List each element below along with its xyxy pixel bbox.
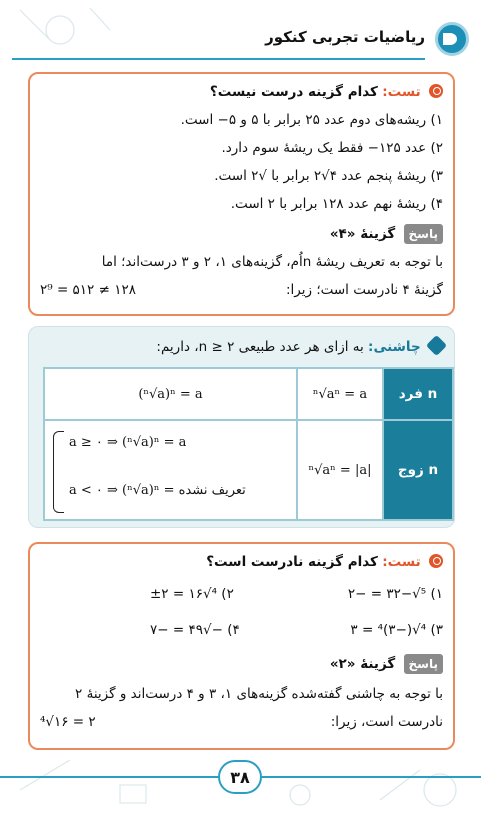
book-logo-icon <box>435 22 469 56</box>
answer-choice: گزینهٔ «۴» <box>329 226 396 242</box>
explanation-math: ⁴√۱۶ = ۲ <box>40 714 96 730</box>
chashni-heading <box>39 337 444 357</box>
question-2-explanation-1: با توجه به چاشنی گفته‌شده گزینه‌های ۱، ۳ و ۴ درست‌اند و گزینهٔ ۲ <box>75 686 443 702</box>
question-1-text: کدام گزینه درست نیست؟ <box>209 84 378 100</box>
odd-formula-1: ⁿ√aⁿ = a <box>297 368 383 420</box>
answer-tag: پاسخ <box>404 654 443 674</box>
question-2-option-2: ۲) ⁴√۱۶ = ±۲ <box>150 586 234 602</box>
odd-label: n فرد <box>383 368 453 420</box>
question-1-explanation-1: با توجه به تعریف ریشهٔ nاُم، گزینه‌های ۱، ۲ و ۳ درست‌اند؛ اما <box>101 254 443 270</box>
question-2-heading <box>40 552 443 572</box>
page-number: ۳۸ <box>218 760 262 794</box>
question-1-label: تست: <box>382 84 421 100</box>
page-header <box>12 18 469 60</box>
chashni-intro: به ازای هر عدد طبیعی n ≥ ۲، داریم: <box>156 339 364 355</box>
question-1-option-1: ۱) ریشه‌های دوم عدد ۲۵ برابر با ۵ و ۵− است. <box>180 112 443 128</box>
brace <box>53 431 64 513</box>
question-2-options-row-2 <box>40 620 443 640</box>
even-case-2: a < ۰ ⇒ (ⁿ√a)ⁿ = تعریف نشده <box>69 483 246 498</box>
question-1-answer <box>40 224 443 244</box>
question-1-heading <box>40 82 443 102</box>
chashni-icon <box>426 335 447 356</box>
question-box-1 <box>28 72 455 316</box>
explanation-text: گزینهٔ ۴ نادرست است؛ زیرا: <box>286 282 443 298</box>
question-2-text: کدام گزینه نادرست است؟ <box>206 554 378 570</box>
question-2-option-3: ۳) ⁴√(−۳)⁴ = ۳ <box>350 622 443 638</box>
question-2-explanation-2 <box>40 712 443 732</box>
even-formula-1: ⁿ√aⁿ = |a| <box>297 420 383 520</box>
answer-tag: پاسخ <box>404 224 443 244</box>
question-2-option-4: ۴) −√۴۹ = −۷ <box>150 622 240 638</box>
question-2-option-1: ۱) ⁵√−۳۲ = −۲ <box>347 586 443 602</box>
question-1-option-2: ۲) عدد ۱۲۵− فقط یک ریشهٔ سوم دارد. <box>221 140 443 156</box>
chashni-title: چاشنی: <box>368 339 421 355</box>
test-icon <box>429 554 443 568</box>
book-title: ریاضیات تجربی کنکور <box>265 28 425 46</box>
question-box-2 <box>28 542 455 750</box>
question-1-explanation-2 <box>40 280 443 300</box>
question-2-label: تست: <box>382 554 421 570</box>
question-1-option-4: ۴) ریشهٔ نهم عدد ۱۲۸ برابر با ۲ است. <box>230 196 443 212</box>
test-icon <box>429 84 443 98</box>
question-1-option-3: ۳) ریشهٔ پنجم عدد ۴√۲ برابر با √۲ است. <box>214 168 443 184</box>
explanation-text: نادرست است، زیرا: <box>330 714 443 730</box>
answer-choice: گزینهٔ «۲» <box>329 656 396 672</box>
odd-formula-2: (ⁿ√a)ⁿ = a <box>44 368 297 420</box>
even-case-1: a ≥ ۰ ⇒ (ⁿ√a)ⁿ = a <box>69 435 187 450</box>
even-cases <box>44 420 297 520</box>
header-divider <box>12 58 425 60</box>
roots-table <box>43 367 454 521</box>
question-2-options-row-1 <box>40 584 443 604</box>
chashni-box <box>28 326 455 528</box>
even-label: n زوج <box>383 420 453 520</box>
explanation-math: ۲⁹ = ۵۱۲ ≠ ۱۲۸ <box>40 282 136 298</box>
question-2-answer <box>40 654 443 674</box>
